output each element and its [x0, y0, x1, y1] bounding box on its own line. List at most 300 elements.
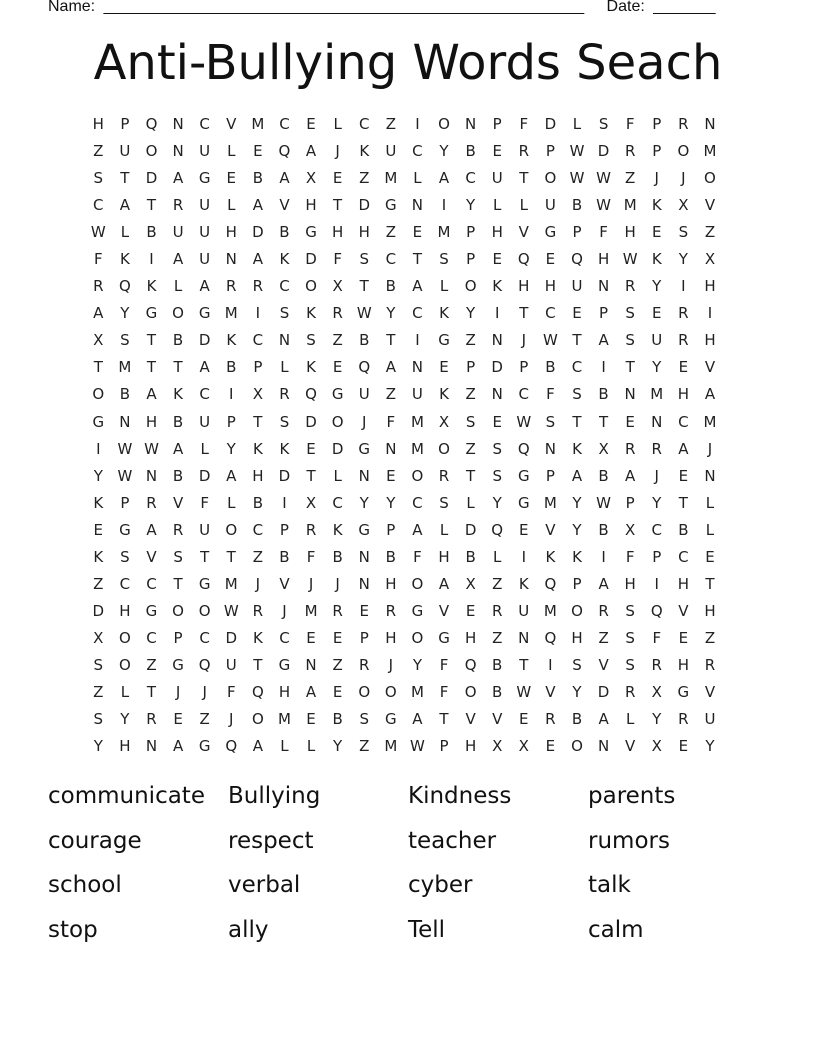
grid-letter[interactable]: X: [651, 682, 662, 701]
grid-letter[interactable]: E: [412, 223, 423, 242]
grid-letter[interactable]: B: [492, 655, 503, 674]
grid-letter[interactable]: E: [492, 142, 502, 161]
grid-letter[interactable]: K: [146, 277, 157, 296]
grid-letter[interactable]: X: [625, 520, 636, 539]
grid-letter[interactable]: Z: [199, 710, 210, 729]
grid-letter[interactable]: W: [117, 466, 133, 485]
grid-letter[interactable]: Y: [572, 520, 582, 539]
grid-letter[interactable]: W: [596, 196, 611, 215]
grid-letter[interactable]: R: [332, 601, 343, 620]
grid-letter[interactable]: S: [120, 331, 130, 350]
grid-letter[interactable]: T: [359, 277, 369, 296]
grid-letter[interactable]: M: [623, 196, 637, 215]
grid-letter[interactable]: A: [412, 710, 423, 729]
grid-letter[interactable]: B: [332, 710, 343, 729]
grid-letter[interactable]: N: [358, 466, 370, 485]
grid-letter[interactable]: P: [466, 358, 476, 377]
grid-letter[interactable]: G: [385, 710, 397, 729]
grid-letter[interactable]: E: [545, 250, 556, 269]
grid-letter[interactable]: T: [572, 331, 582, 350]
grid-letter[interactable]: T: [519, 655, 529, 674]
grid-letter[interactable]: M: [703, 142, 717, 161]
grid-letter[interactable]: T: [306, 466, 316, 485]
grid-letter[interactable]: V: [146, 547, 157, 566]
grid-letter[interactable]: B: [598, 520, 609, 539]
grid-letter[interactable]: M: [543, 601, 557, 620]
grid-letter[interactable]: K: [173, 385, 183, 404]
grid-letter[interactable]: K: [332, 520, 343, 539]
grid-letter[interactable]: A: [146, 520, 157, 539]
grid-letter[interactable]: D: [358, 196, 371, 215]
grid-letter[interactable]: R: [624, 682, 636, 701]
grid-letter[interactable]: J: [654, 466, 659, 485]
grid-letter[interactable]: R: [704, 655, 716, 674]
grid-letter[interactable]: W: [410, 737, 425, 756]
grid-letter[interactable]: H: [252, 466, 264, 485]
grid-letter[interactable]: R: [305, 520, 317, 539]
grid-letter[interactable]: H: [464, 737, 477, 756]
grid-letter[interactable]: M: [543, 493, 557, 512]
grid-letter[interactable]: S: [359, 250, 369, 269]
grid-letter[interactable]: X: [438, 412, 450, 431]
grid-letter[interactable]: I: [494, 304, 500, 323]
grid-letter[interactable]: B: [226, 358, 237, 377]
grid-letter[interactable]: C: [252, 331, 264, 350]
grid-letter[interactable]: A: [119, 196, 131, 215]
grid-letter[interactable]: Q: [517, 439, 530, 458]
grid-letter[interactable]: P: [652, 142, 662, 161]
grid-letter[interactable]: Y: [120, 710, 130, 729]
grid-letter[interactable]: J: [255, 574, 261, 593]
grid-letter[interactable]: G: [172, 655, 184, 674]
grid-letter[interactable]: D: [92, 601, 105, 620]
grid-letter[interactable]: K: [119, 250, 130, 269]
grid-letter[interactable]: W: [569, 142, 585, 161]
grid-letter[interactable]: H: [597, 250, 610, 269]
grid-letter[interactable]: Y: [120, 304, 130, 323]
grid-letter[interactable]: F: [625, 547, 635, 566]
grid-letter[interactable]: Y: [93, 737, 103, 756]
grid-letter[interactable]: O: [464, 682, 477, 701]
grid-letter[interactable]: K: [306, 358, 316, 377]
grid-letter[interactable]: M: [650, 385, 664, 404]
grid-letter[interactable]: P: [545, 466, 555, 485]
grid-letter[interactable]: A: [226, 466, 237, 485]
grid-letter[interactable]: N: [385, 439, 397, 458]
grid-letter[interactable]: E: [93, 520, 104, 539]
grid-letter[interactable]: D: [145, 169, 158, 188]
grid-letter[interactable]: I: [601, 358, 606, 377]
grid-letter[interactable]: S: [625, 601, 635, 620]
grid-letter[interactable]: G: [198, 304, 211, 323]
grid-letter[interactable]: T: [412, 250, 422, 269]
grid-letter[interactable]: U: [544, 196, 556, 215]
grid-letter[interactable]: G: [358, 520, 371, 539]
grid-letter[interactable]: F: [226, 682, 236, 701]
grid-letter[interactable]: O: [384, 682, 397, 701]
grid-letter[interactable]: B: [252, 169, 263, 188]
grid-letter[interactable]: R: [518, 142, 530, 161]
grid-letter[interactable]: N: [358, 574, 370, 593]
grid-letter[interactable]: O: [305, 277, 317, 296]
grid-letter[interactable]: I: [149, 250, 154, 269]
grid-letter[interactable]: C: [358, 115, 370, 133]
grid-letter[interactable]: X: [305, 169, 317, 188]
grid-letter[interactable]: J: [681, 169, 686, 188]
grid-letter[interactable]: A: [172, 250, 184, 269]
grid-letter[interactable]: P: [386, 520, 396, 539]
grid-letter[interactable]: Z: [385, 223, 396, 242]
grid-letter[interactable]: Y: [678, 250, 688, 269]
grid-letter[interactable]: A: [598, 574, 609, 593]
grid-letter[interactable]: L: [625, 710, 635, 729]
grid-letter[interactable]: B: [545, 358, 556, 377]
grid-letter[interactable]: W: [569, 169, 585, 188]
grid-letter[interactable]: O: [464, 277, 477, 296]
grid-letter[interactable]: C: [412, 142, 423, 161]
grid-letter[interactable]: E: [332, 358, 343, 377]
grid-letter[interactable]: Q: [251, 682, 264, 701]
grid-letter[interactable]: C: [678, 547, 689, 566]
grid-letter[interactable]: F: [386, 412, 396, 431]
grid-letter[interactable]: V: [704, 682, 716, 701]
grid-letter[interactable]: F: [439, 655, 449, 674]
grid-letter[interactable]: C: [279, 115, 290, 133]
grid-letter[interactable]: I: [681, 277, 686, 296]
grid-letter[interactable]: R: [678, 115, 689, 133]
grid-letter[interactable]: V: [625, 737, 636, 756]
grid-letter[interactable]: N: [597, 277, 610, 296]
grid-letter[interactable]: S: [120, 547, 130, 566]
grid-letter[interactable]: Y: [705, 737, 715, 756]
grid-letter[interactable]: Z: [465, 331, 476, 350]
grid-letter[interactable]: L: [439, 277, 449, 296]
grid-letter[interactable]: O: [544, 169, 557, 188]
grid-letter[interactable]: J: [282, 601, 287, 620]
grid-letter[interactable]: O: [172, 304, 184, 323]
grid-letter[interactable]: Q: [517, 250, 530, 269]
grid-letter[interactable]: E: [439, 358, 449, 377]
grid-letter[interactable]: I: [415, 331, 420, 350]
grid-letter[interactable]: P: [492, 115, 502, 133]
grid-letter[interactable]: O: [411, 466, 424, 485]
grid-letter[interactable]: J: [521, 331, 527, 350]
grid-letter[interactable]: A: [199, 358, 210, 377]
grid-letter[interactable]: S: [492, 439, 502, 458]
grid-letter[interactable]: U: [199, 412, 211, 431]
grid-letter[interactable]: W: [144, 439, 159, 458]
grid-letter[interactable]: Z: [359, 169, 370, 188]
grid-letter[interactable]: R: [252, 601, 264, 620]
grid-letter[interactable]: B: [119, 385, 131, 404]
grid-letter[interactable]: Q: [278, 142, 291, 161]
grid-letter[interactable]: N: [491, 331, 503, 350]
grid-letter[interactable]: A: [279, 169, 290, 188]
grid-letter[interactable]: J: [308, 574, 314, 593]
grid-letter[interactable]: T: [333, 196, 343, 215]
grid-letter[interactable]: B: [172, 331, 184, 350]
grid-letter[interactable]: P: [652, 547, 662, 566]
grid-letter[interactable]: Y: [333, 737, 343, 756]
grid-letter[interactable]: O: [225, 520, 238, 539]
grid-letter[interactable]: R: [146, 493, 157, 512]
grid-letter[interactable]: Y: [93, 466, 103, 485]
grid-letter[interactable]: E: [652, 304, 662, 323]
grid-letter[interactable]: T: [120, 169, 130, 188]
grid-letter[interactable]: B: [385, 277, 396, 296]
grid-letter[interactable]: V: [598, 655, 609, 674]
grid-letter[interactable]: X: [252, 385, 263, 404]
grid-letter[interactable]: R: [678, 331, 689, 350]
grid-letter[interactable]: K: [93, 493, 104, 512]
grid-letter[interactable]: O: [411, 628, 424, 647]
grid-letter[interactable]: Z: [625, 169, 636, 188]
grid-letter[interactable]: T: [519, 169, 529, 188]
grid-letter[interactable]: D: [597, 142, 610, 161]
grid-letter[interactable]: Z: [385, 385, 396, 404]
grid-letter[interactable]: J: [175, 682, 181, 701]
grid-letter[interactable]: B: [571, 196, 583, 215]
grid-letter[interactable]: P: [120, 115, 130, 133]
grid-letter[interactable]: E: [306, 115, 316, 133]
grid-letter[interactable]: B: [465, 142, 476, 161]
grid-letter[interactable]: E: [678, 628, 689, 647]
grid-letter[interactable]: N: [651, 412, 663, 431]
grid-letter[interactable]: I: [548, 655, 553, 674]
grid-letter[interactable]: X: [651, 737, 662, 756]
grid-letter[interactable]: E: [332, 169, 343, 188]
grid-letter[interactable]: R: [545, 710, 556, 729]
grid-letter[interactable]: V: [545, 682, 556, 701]
grid-letter[interactable]: E: [678, 466, 689, 485]
grid-letter[interactable]: D: [198, 331, 211, 350]
grid-letter[interactable]: N: [597, 737, 610, 756]
grid-letter[interactable]: L: [227, 493, 236, 512]
grid-letter[interactable]: R: [438, 466, 450, 485]
grid-letter[interactable]: Q: [145, 115, 158, 133]
grid-letter[interactable]: B: [279, 223, 290, 242]
grid-letter[interactable]: O: [251, 710, 264, 729]
grid-letter[interactable]: D: [278, 466, 291, 485]
grid-letter[interactable]: Y: [652, 277, 662, 296]
grid-letter[interactable]: A: [252, 250, 263, 269]
grid-letter[interactable]: P: [279, 520, 289, 539]
grid-letter[interactable]: T: [386, 331, 396, 350]
grid-letter[interactable]: I: [96, 439, 101, 458]
grid-letter[interactable]: P: [253, 358, 263, 377]
grid-letter[interactable]: K: [226, 331, 237, 350]
grid-letter[interactable]: C: [412, 493, 423, 512]
grid-letter[interactable]: L: [227, 196, 236, 215]
grid-letter[interactable]: T: [678, 493, 688, 512]
grid-letter[interactable]: Q: [571, 250, 583, 269]
grid-letter[interactable]: I: [521, 547, 527, 566]
grid-letter[interactable]: U: [385, 142, 397, 161]
grid-letter[interactable]: A: [598, 331, 609, 350]
grid-letter[interactable]: B: [146, 223, 157, 242]
grid-letter[interactable]: N: [491, 385, 503, 404]
grid-letter[interactable]: E: [173, 710, 183, 729]
grid-letter[interactable]: X: [492, 737, 503, 756]
grid-letter[interactable]: A: [305, 682, 317, 701]
grid-letter[interactable]: D: [464, 520, 477, 539]
grid-letter[interactable]: K: [492, 277, 503, 296]
grid-letter[interactable]: H: [119, 601, 131, 620]
grid-letter[interactable]: E: [359, 601, 369, 620]
grid-letter[interactable]: P: [226, 412, 236, 431]
grid-letter[interactable]: T: [519, 304, 529, 323]
grid-letter[interactable]: O: [677, 142, 690, 161]
grid-letter[interactable]: R: [172, 196, 184, 215]
grid-letter[interactable]: B: [465, 547, 476, 566]
grid-letter[interactable]: W: [622, 250, 638, 269]
grid-letter[interactable]: R: [624, 439, 636, 458]
grid-letter[interactable]: C: [545, 304, 556, 323]
grid-letter[interactable]: M: [437, 223, 451, 242]
grid-letter[interactable]: I: [282, 493, 287, 512]
grid-letter[interactable]: Q: [118, 277, 131, 296]
grid-letter[interactable]: C: [518, 385, 530, 404]
grid-letter[interactable]: P: [652, 115, 662, 133]
grid-letter[interactable]: R: [252, 277, 264, 296]
grid-letter[interactable]: L: [333, 115, 342, 133]
grid-letter[interactable]: Z: [704, 628, 716, 647]
grid-letter[interactable]: F: [439, 682, 449, 701]
grid-letter[interactable]: I: [255, 304, 261, 323]
grid-letter[interactable]: Z: [252, 547, 263, 566]
grid-letter[interactable]: D: [198, 466, 211, 485]
grid-letter[interactable]: S: [492, 466, 502, 485]
grid-letter[interactable]: S: [678, 223, 689, 242]
grid-letter[interactable]: Z: [704, 223, 716, 242]
grid-letter[interactable]: H: [119, 737, 131, 756]
grid-letter[interactable]: A: [199, 277, 210, 296]
grid-letter[interactable]: H: [677, 574, 689, 593]
grid-letter[interactable]: I: [707, 304, 713, 323]
grid-letter[interactable]: Z: [93, 682, 104, 701]
grid-letter[interactable]: R: [385, 601, 397, 620]
grid-letter[interactable]: C: [119, 574, 131, 593]
grid-letter[interactable]: X: [332, 277, 343, 296]
grid-letter[interactable]: F: [599, 223, 608, 242]
grid-letter[interactable]: L: [173, 277, 183, 296]
grid-letter[interactable]: N: [225, 250, 237, 269]
grid-letter[interactable]: S: [306, 331, 316, 350]
grid-letter[interactable]: S: [279, 304, 290, 323]
grid-letter[interactable]: B: [571, 710, 583, 729]
grid-letter[interactable]: G: [517, 493, 530, 512]
grid-letter[interactable]: H: [145, 412, 158, 431]
grid-letter[interactable]: H: [624, 223, 636, 242]
grid-letter[interactable]: R: [678, 710, 689, 729]
grid-letter[interactable]: H: [358, 223, 370, 242]
grid-letter[interactable]: D: [225, 628, 238, 647]
grid-letter[interactable]: Z: [93, 574, 104, 593]
grid-letter[interactable]: J: [335, 574, 340, 593]
grid-letter[interactable]: P: [519, 358, 529, 377]
grid-letter[interactable]: U: [199, 250, 211, 269]
grid-letter[interactable]: C: [146, 628, 157, 647]
grid-letter[interactable]: K: [545, 547, 556, 566]
grid-letter[interactable]: R: [624, 142, 636, 161]
grid-letter[interactable]: K: [651, 250, 662, 269]
grid-letter[interactable]: W: [516, 412, 532, 431]
grid-letter[interactable]: O: [118, 628, 131, 647]
grid-letter[interactable]: N: [704, 466, 716, 485]
grid-letter[interactable]: A: [93, 304, 104, 323]
grid-letter[interactable]: K: [279, 439, 290, 458]
grid-letter[interactable]: U: [225, 655, 237, 674]
grid-letter[interactable]: F: [200, 493, 209, 512]
grid-letter[interactable]: A: [385, 358, 396, 377]
grid-letter[interactable]: Q: [305, 385, 317, 404]
grid-letter[interactable]: B: [332, 547, 343, 566]
grid-letter[interactable]: U: [199, 142, 211, 161]
grid-letter[interactable]: K: [518, 574, 529, 593]
grid-letter[interactable]: Y: [652, 710, 662, 729]
grid-letter[interactable]: G: [145, 304, 158, 323]
grid-letter[interactable]: I: [415, 115, 420, 133]
grid-letter[interactable]: Y: [652, 358, 662, 377]
grid-letter[interactable]: O: [571, 737, 583, 756]
grid-letter[interactable]: P: [466, 250, 476, 269]
grid-letter[interactable]: R: [598, 601, 609, 620]
grid-letter[interactable]: U: [518, 601, 530, 620]
grid-letter[interactable]: S: [598, 115, 609, 133]
grid-letter[interactable]: M: [251, 115, 265, 133]
grid-letter[interactable]: T: [598, 412, 609, 431]
grid-letter[interactable]: C: [199, 385, 210, 404]
grid-letter[interactable]: T: [146, 358, 157, 377]
grid-letter[interactable]: A: [438, 169, 450, 188]
grid-letter[interactable]: C: [651, 520, 662, 539]
grid-letter[interactable]: X: [93, 331, 104, 350]
grid-letter[interactable]: Z: [359, 737, 370, 756]
grid-letter[interactable]: H: [677, 655, 689, 674]
grid-letter[interactable]: V: [678, 601, 689, 620]
grid-letter[interactable]: L: [439, 520, 449, 539]
name-blank-line[interactable]: ______________________________________________________: [103, 0, 585, 15]
grid-letter[interactable]: L: [280, 737, 289, 756]
grid-letter[interactable]: U: [651, 331, 663, 350]
grid-letter[interactable]: T: [439, 710, 449, 729]
grid-letter[interactable]: L: [572, 115, 582, 133]
grid-letter[interactable]: H: [704, 601, 716, 620]
grid-letter[interactable]: D: [597, 682, 610, 701]
grid-letter[interactable]: U: [411, 385, 423, 404]
grid-letter[interactable]: H: [332, 223, 344, 242]
grid-letter[interactable]: H: [518, 277, 530, 296]
grid-letter[interactable]: X: [93, 628, 104, 647]
grid-letter[interactable]: M: [304, 601, 318, 620]
grid-letter[interactable]: G: [358, 439, 371, 458]
grid-letter[interactable]: S: [93, 655, 104, 674]
grid-letter[interactable]: W: [516, 682, 532, 701]
grid-letter[interactable]: Z: [465, 385, 476, 404]
grid-letter[interactable]: I: [441, 196, 447, 215]
grid-letter[interactable]: Z: [332, 331, 343, 350]
grid-letter[interactable]: H: [571, 628, 583, 647]
grid-letter[interactable]: H: [677, 385, 689, 404]
grid-letter[interactable]: U: [119, 142, 131, 161]
grid-letter[interactable]: Y: [412, 655, 422, 674]
grid-letter[interactable]: C: [332, 493, 343, 512]
grid-letter[interactable]: Q: [650, 601, 663, 620]
grid-letter[interactable]: N: [172, 142, 184, 161]
grid-letter[interactable]: E: [465, 601, 476, 620]
grid-letter[interactable]: N: [544, 439, 556, 458]
grid-letter[interactable]: K: [651, 196, 662, 215]
